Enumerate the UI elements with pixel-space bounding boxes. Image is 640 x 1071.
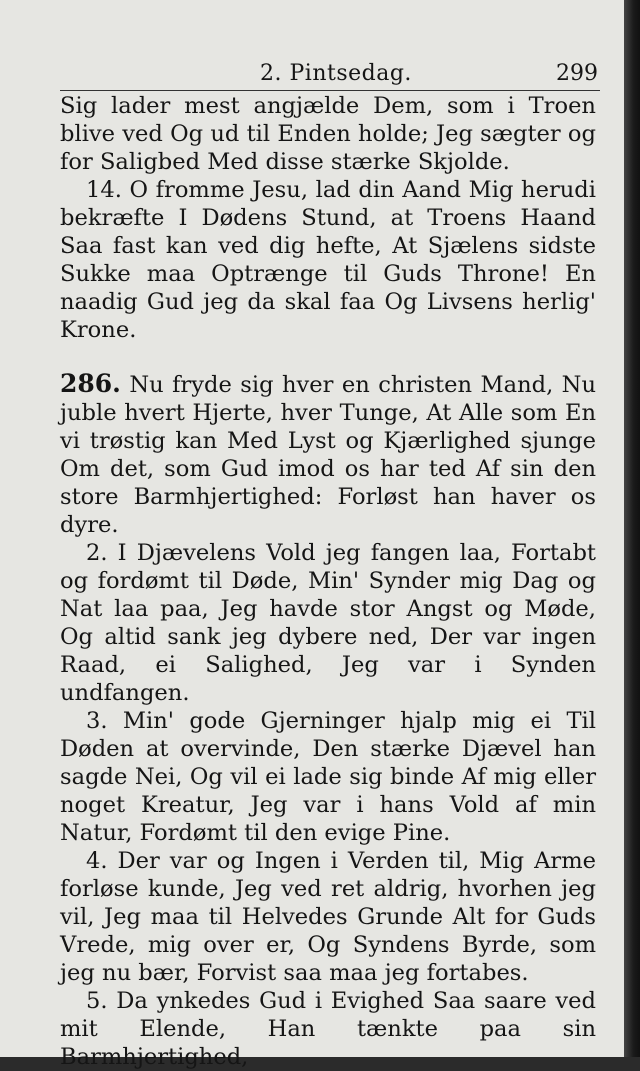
page-number: 299 [556,61,598,86]
verse-14: 14. O fromme Jesu, lad din Aand Mig herudi bekræfte I Dødens Stund, at Troens Haand Saa fast kan ved dig hefte, At Sjælens sidste Sukke maa Optrænge til Guds Throne! En naadig Gud jeg da skal faa Og Livsens herlig' Krone. [60,177,596,343]
hymn-286-verse-1 [60,370,596,539]
page-body [60,92,596,1071]
hymn-286-verse-1-text: Nu fryde sig hver en christen Mand, Nu juble hvert Hjerte, hver Tunge, At Alle som En vi trøstig kan Med Lyst og Kjærlighed sjunge Om det, som Gud imod os har ted Af sin den store Barmhjertighed: Forløst han haver os dyre. [60,372,597,538]
running-header [60,58,600,91]
verse-2: 2. I Djævelens Vold jeg fangen laa, Fortabt og fordømt til Døde, Min' Synder mig Dag og Nat laa paa, Jeg havde stor Angst og Møde, Og altid sank jeg dybere ned, Der var ingen Raad, ei Salighed, Jeg var i Synden undfangen. [60,540,596,706]
book-gutter-shadow [624,0,640,1057]
hymn-number: 286. [60,369,121,398]
running-title: 2. Pintsedag. [260,61,412,86]
verse-3: 3. Min' gode Gjerninger hjalp mig ei Til Døden at overvinde, Den stærke Djævel han sagde Nei, Og vil ei lade sig binde Af mig eller noget Kreatur, Jeg var i hans Vold af min Natur, Fordømt til den evige Pine. [60,708,596,846]
verse-4: 4. Der var og Ingen i Verden til, Mig Arme forløse kunde, Jeg ved ret aldrig, hvorhen jeg vil, Jeg maa til Helvedes Grunde Alt for Guds Vrede, mig over er, Og Syndens Byrde, som jeg nu bær, Forvist saa maa jeg fortabes. [60,848,596,986]
verse-13-continuation: Sig lader mest angjælde Dem, som i Troen blive ved Og ud til Enden holde; Jeg sægter og for Saligbed Med disse stærke Skjolde. [60,93,596,175]
verse-5: 5. Da ynkedes Gud i Evighed Saa saare ved mit Elende, Han tænkte paa sin Barmhjertighed, [60,988,596,1070]
